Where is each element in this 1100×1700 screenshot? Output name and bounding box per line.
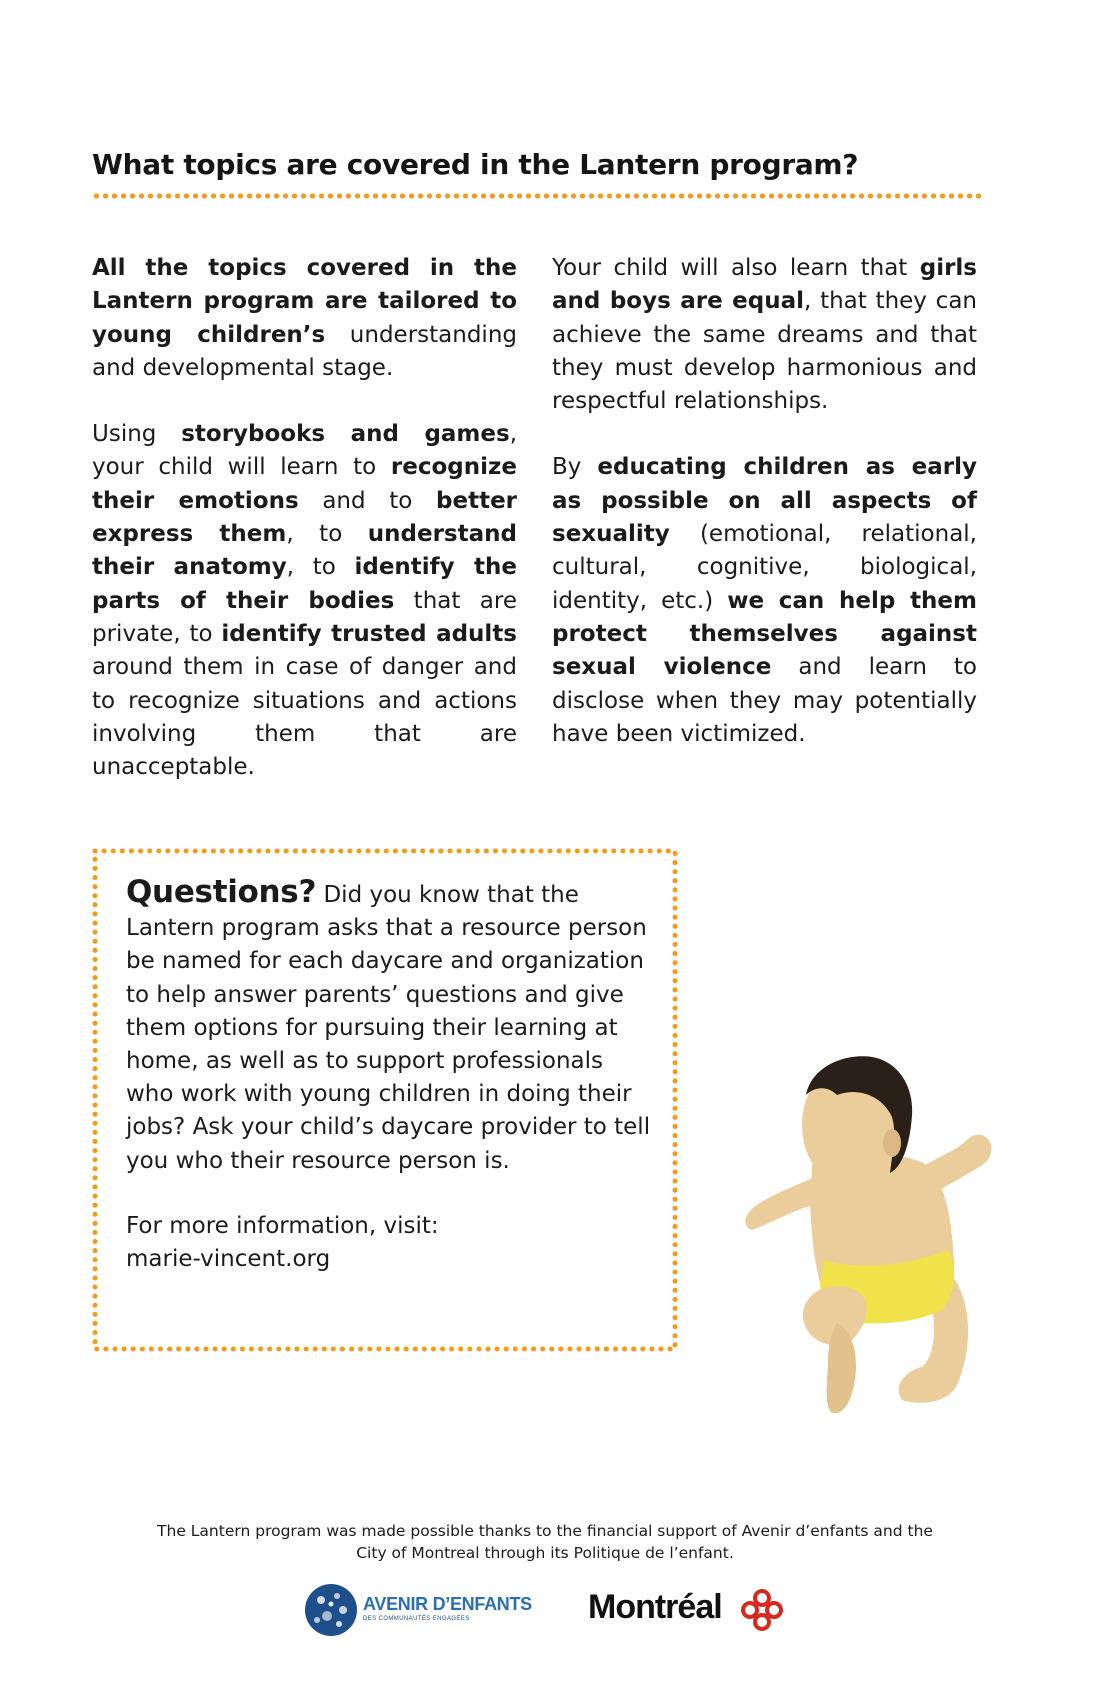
more-info-label: For more information, visit: xyxy=(126,1212,439,1239)
body-text: (emotional, relational, cultural, cognitive, biological, identity, etc.) xyxy=(552,521,977,614)
dotted-divider xyxy=(92,192,982,200)
questions-body: Did you know that the Lantern program asks that a resource person be named for each daycare and organization to help answer parents’ questions and give them options for pursuing their learning at home, as well as to support professionals who work with young children in doing their jobs? Ask your child’s daycare provider to tell you who their resource person is. xyxy=(126,882,651,1174)
body-text: , your child will learn to xyxy=(92,421,517,481)
funding-footnote xyxy=(100,1520,990,1564)
avenir-denfants-logo xyxy=(303,1582,563,1642)
footnote-line-2: City of Montreal through its Politique de l’enfant. xyxy=(356,1544,734,1562)
body-text: and learn to disclose when they may potentially have been victimized. xyxy=(552,654,977,747)
emphasis-text: better express them xyxy=(92,487,518,548)
emphasis-text: understand their anatomy xyxy=(92,521,517,581)
avenir-tagline: DES COMMUNAUTÉS ENGAGÉES xyxy=(363,1616,470,1622)
left-paragraph-1 xyxy=(92,252,517,385)
questions-paragraph xyxy=(126,876,656,1178)
body-text: Your child will also learn that xyxy=(552,255,920,281)
body-text: around them in case of danger and to recognize situations and actions involving them that are unacceptable. xyxy=(92,654,517,781)
left-column xyxy=(92,252,517,817)
emphasis-text: recognize their emotions xyxy=(92,454,517,514)
right-paragraph-2 xyxy=(552,451,977,751)
page-title: What topics are covered in the Lantern program? xyxy=(92,148,859,181)
website-link[interactable]: marie-vincent.org xyxy=(126,1246,331,1273)
questions-title: Questions? xyxy=(126,874,317,910)
footnote-line-1: The Lantern program was made possible thanks to the financial support of Avenir d’enfants and the xyxy=(157,1522,933,1540)
body-text: and to xyxy=(298,487,437,514)
body-text: understanding and developmental stage. xyxy=(92,321,518,381)
emphasis-text: girls and boys are equal xyxy=(552,255,977,315)
emphasis-text: identify the parts of their bodies xyxy=(92,554,517,614)
emphasis-text: All the topics covered in the Lantern program are tailored to young children’s xyxy=(92,255,517,348)
body-text: , that they can achieve the same dreams and that they must develop harmonious and respectful relationships. xyxy=(552,288,977,415)
montreal-wordmark: Montréal xyxy=(588,1588,722,1626)
montreal-rosette-icon xyxy=(740,1588,784,1632)
questions-box xyxy=(92,848,678,1352)
avenir-emblem-icon xyxy=(303,1582,359,1638)
body-text: that are private, to xyxy=(92,587,518,647)
left-paragraph-2 xyxy=(92,418,517,784)
emphasis-text: storybooks and games xyxy=(181,421,510,448)
emphasis-text: identify trusted adults xyxy=(221,620,517,647)
body-text: Using xyxy=(92,421,182,448)
emphasis-text: we can help them protect themselves against sexual violence xyxy=(552,587,977,681)
emphasis-text: educating children as early as possible on all aspects of sexuality xyxy=(552,454,978,548)
body-text: By xyxy=(552,454,598,481)
avenir-name: AVENIR D’ENFANTS xyxy=(363,1594,532,1614)
baby-illustration xyxy=(742,1055,1042,1455)
right-paragraph-1 xyxy=(552,252,977,418)
questions-content xyxy=(126,876,656,1276)
montreal-logo xyxy=(588,1586,798,1640)
body-text: , to xyxy=(286,521,368,548)
right-column xyxy=(552,252,977,784)
body-text: , to xyxy=(286,554,355,581)
